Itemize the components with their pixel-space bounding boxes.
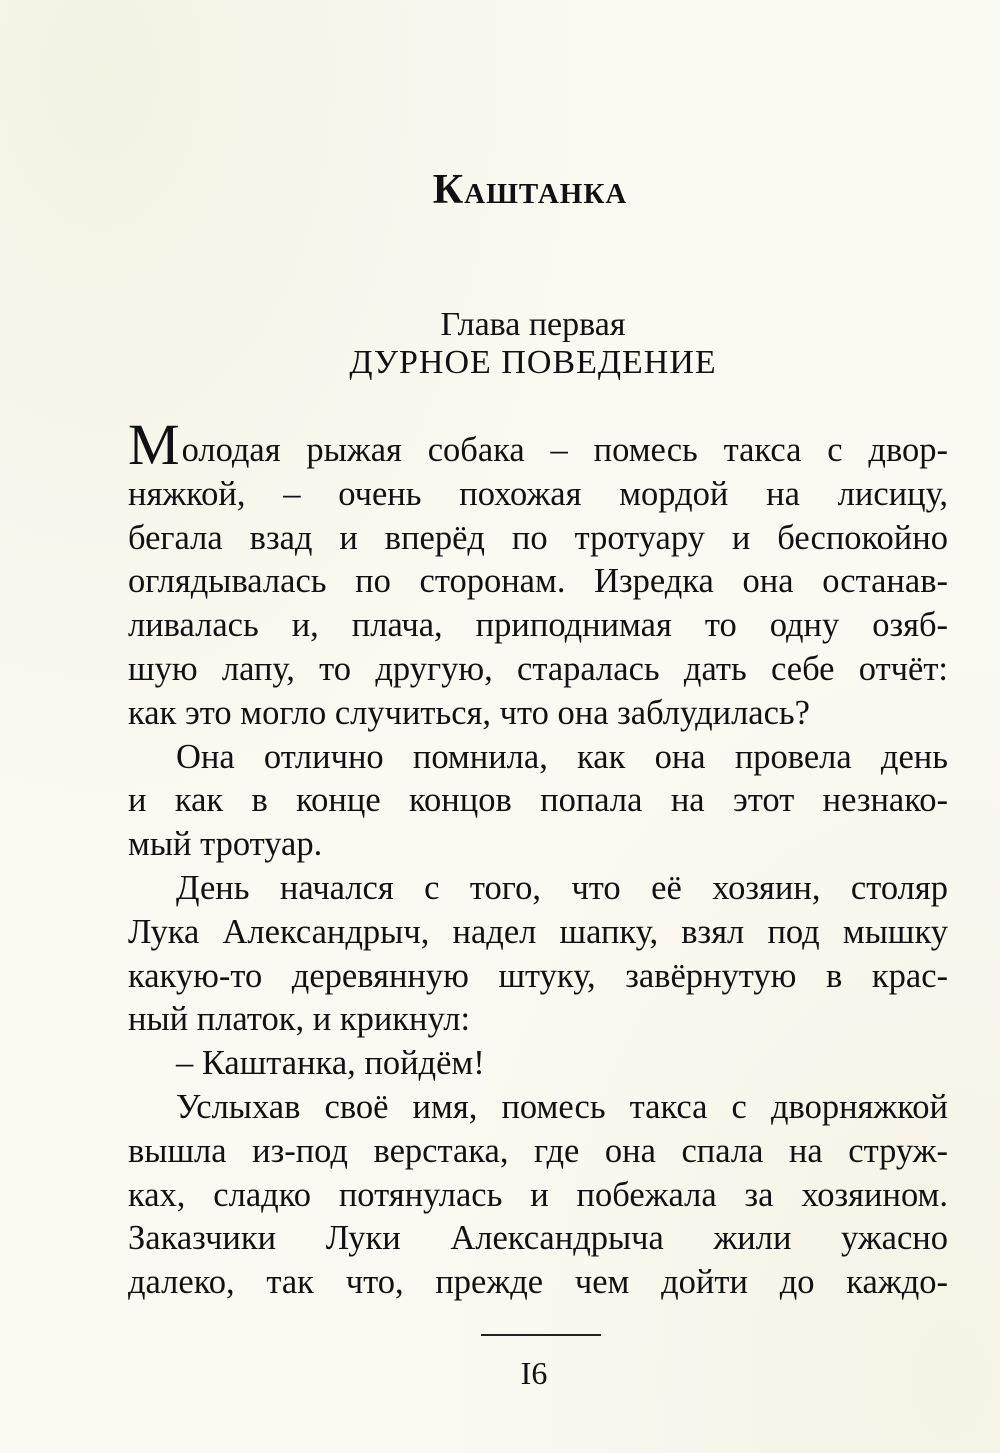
chapter-title: ДУРНОЕ ПОВЕДЕНИЕ <box>349 344 717 381</box>
text-line: ках, сладко потянулась и побежала за хозяином. <box>128 1175 948 1214</box>
text-line: вышла из-под верстака, где она спала на струж- <box>128 1131 948 1170</box>
text-line: Лука Александрыч, надел шапку, взял под мышку <box>128 912 948 951</box>
text-line: Она отлично помнила, как она провела день <box>176 737 948 776</box>
text-line: бегала взад и вперёд по тротуару и беспокойно <box>128 518 948 557</box>
text-line-content: олодая рыжая собака – помесь такса с двор- <box>181 431 948 469</box>
page-number: I6 <box>520 1355 548 1391</box>
text-line: няжкой, – очень похожая мордой на лисицу, <box>128 474 948 513</box>
text-line: как это могло случиться, что она заблудилась? <box>128 693 810 732</box>
body-text <box>128 412 948 1305</box>
text-line: и как в конце концов попала на этот незнако- <box>128 781 948 820</box>
chapter-number: Глава первая <box>440 306 626 343</box>
text-line: далеко, так что, прежде чем дойти до каждо- <box>128 1263 948 1302</box>
text-line: ный платок, и крикнул: <box>128 1000 471 1039</box>
footer-divider <box>481 1334 601 1336</box>
story-title: Каштанка <box>432 167 628 213</box>
drop-cap: М <box>128 412 180 477</box>
text-line <box>128 412 948 477</box>
text-line: какую-то деревянную штуку, завёрнутую в крас- <box>128 956 948 995</box>
text-line: ливалась и, плача, приподнимая то одну озяб- <box>128 606 948 645</box>
text-line: Заказчики Луки Александрыча жили ужасно <box>128 1219 948 1258</box>
text-line: мый тротуар. <box>128 825 323 864</box>
text-line: День начался с того, что её хозяин, столяр <box>176 868 948 907</box>
text-line: шую лапу, то другую, старалась дать себе отчёт: <box>128 649 948 688</box>
text-line: Услыхав своё имя, помесь такса с дворняжкой <box>176 1087 948 1126</box>
text-line: – Каштанка, пойдём! <box>176 1044 485 1083</box>
text-line: оглядывалась по сторонам. Изредка она останав- <box>128 562 948 601</box>
